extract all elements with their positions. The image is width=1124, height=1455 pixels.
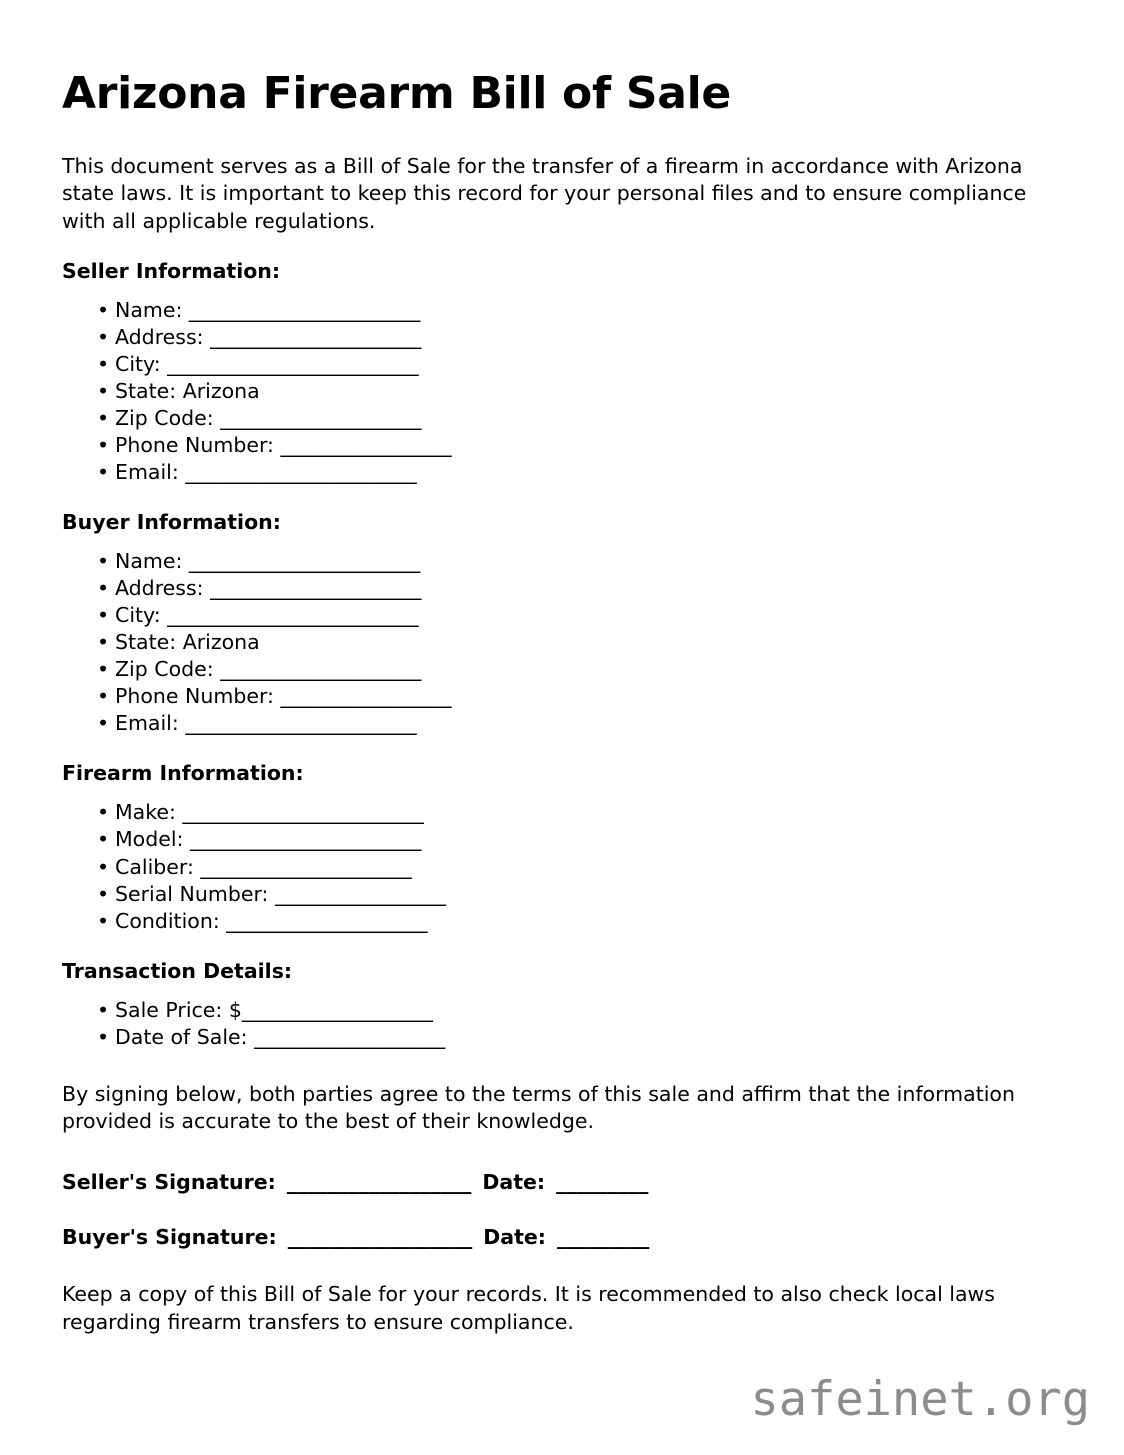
buyer-signature-blank[interactable]: __________________: [287, 1225, 473, 1250]
list-item: [62, 854, 1062, 881]
firearm-section-heading: Firearm Information:: [62, 761, 304, 786]
list-item: [62, 799, 1062, 826]
transaction-field-list: [62, 983, 1062, 1051]
field-blank[interactable]: _____________________: [210, 324, 422, 349]
field-blank[interactable]: ___________________: [241, 997, 433, 1022]
list-item: [62, 881, 1062, 908]
field-blank[interactable]: _________________: [280, 433, 452, 458]
buyer-date-blank[interactable]: _________: [556, 1225, 650, 1250]
list-item: [62, 405, 1062, 432]
field-blank[interactable]: _______________________: [185, 460, 417, 485]
field-blank[interactable]: _________________________: [167, 351, 419, 376]
agreement-paragraph: By signing below, both parties agree to the terms of this sale and affirm that the information provided is accurate to the best of their knowledge.: [62, 1081, 1015, 1134]
field-blank[interactable]: _______________________: [188, 549, 421, 574]
field-label: Serial Number:: [115, 881, 275, 906]
field-label: Email:: [115, 711, 186, 736]
field-label: Address:: [115, 576, 211, 601]
seller-date-label: Date:: [482, 1170, 546, 1195]
field-blank[interactable]: _____________________: [200, 854, 412, 879]
field-blank[interactable]: _______________________: [189, 827, 422, 852]
field-label: State:: [115, 630, 183, 655]
seller-date-blank[interactable]: _________: [556, 1170, 649, 1195]
field-label: Model:: [115, 827, 190, 852]
field-label: Phone Number:: [115, 684, 281, 709]
field-label: Email:: [115, 460, 186, 485]
field-label: State:: [115, 378, 183, 403]
seller-signature-blank[interactable]: __________________: [286, 1170, 472, 1195]
seller-signature-label: Seller's Signature:: [62, 1170, 276, 1195]
transaction-section-heading: Transaction Details:: [62, 958, 293, 983]
field-label: Caliber:: [115, 854, 201, 879]
list-item: [62, 826, 1062, 853]
list-item: [62, 575, 1062, 602]
list-item: [62, 602, 1062, 629]
list-item: [62, 351, 1062, 378]
buyer-date-label: Date:: [483, 1225, 546, 1250]
seller-field-list: [62, 283, 1062, 486]
buyer-section-heading: Buyer Information:: [62, 510, 281, 535]
field-label: Make:: [115, 800, 183, 825]
list-item: [62, 432, 1062, 459]
list-item: [62, 997, 1062, 1024]
field-label: Zip Code:: [115, 657, 221, 682]
field-value: Arizona: [182, 630, 260, 655]
site-watermark: safeinet.org: [750, 1372, 1090, 1427]
field-label: City:: [115, 351, 168, 376]
buyer-field-list: [62, 534, 1062, 737]
closing-paragraph: Keep a copy of this Bill of Sale for your records. It is recommended to also check local laws regarding firearm transfers to ensure compliance.: [62, 1282, 995, 1334]
list-item: [62, 324, 1062, 351]
buyer-signature-label: Buyer's Signature:: [62, 1225, 277, 1250]
field-label: Date of Sale:: [115, 1024, 255, 1049]
field-blank[interactable]: _______________________: [185, 711, 417, 736]
firearm-field-list: [62, 785, 1062, 934]
list-item: [62, 297, 1062, 324]
seller-signature-row: [62, 1135, 1062, 1196]
list-item: [62, 710, 1062, 737]
list-item: [62, 683, 1062, 710]
field-label: Sale Price: $: [115, 997, 242, 1022]
intro-paragraph: This document serves as a Bill of Sale for the transfer of a firearm in accordance with Arizona state laws. It is important to keep this record for your personal files and to ensure compliance with all applicable regulations.: [62, 154, 1027, 233]
document-content: [62, 62, 1062, 1336]
field-blank[interactable]: ___________________: [254, 1024, 446, 1049]
list-item: [62, 1024, 1062, 1051]
list-item: [62, 378, 1062, 405]
list-item: [62, 629, 1062, 656]
field-label: Phone Number:: [115, 433, 281, 458]
list-item: [62, 459, 1062, 486]
field-blank[interactable]: ____________________: [226, 908, 428, 933]
field-blank[interactable]: ____________________: [220, 405, 422, 430]
seller-section-heading: Seller Information:: [62, 258, 281, 283]
field-label: City:: [115, 603, 168, 628]
field-label: Condition:: [115, 908, 227, 933]
field-value: Arizona: [182, 378, 260, 403]
field-blank[interactable]: _________________: [274, 881, 446, 906]
list-item: [62, 656, 1062, 683]
list-item: [62, 908, 1062, 935]
field-blank[interactable]: ____________________: [220, 657, 422, 682]
field-label: Name:: [115, 549, 189, 574]
field-label: Zip Code:: [115, 405, 221, 430]
page-title: Arizona Firearm Bill of Sale: [62, 68, 731, 119]
field-blank[interactable]: _______________________: [188, 297, 421, 322]
field-blank[interactable]: ________________________: [182, 800, 424, 825]
buyer-signature-row: [62, 1196, 1062, 1251]
field-label: Name:: [115, 297, 189, 322]
field-label: Address:: [115, 324, 211, 349]
field-blank[interactable]: _____________________: [210, 576, 422, 601]
field-blank[interactable]: _________________________: [167, 603, 419, 628]
list-item: [62, 548, 1062, 575]
field-blank[interactable]: _________________: [280, 684, 452, 709]
